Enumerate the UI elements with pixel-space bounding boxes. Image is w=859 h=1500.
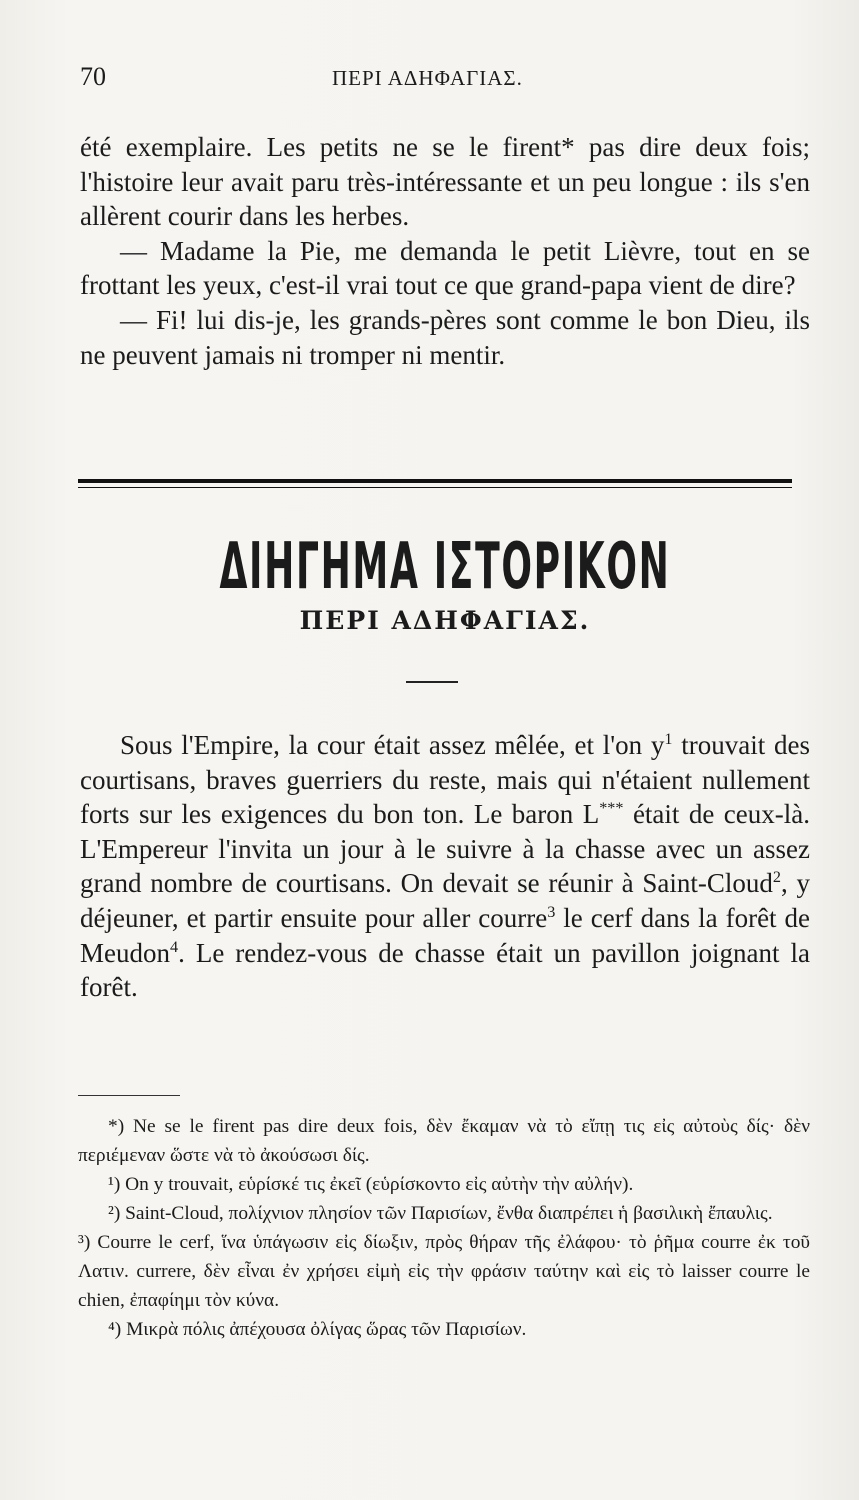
section-subtitle: ΠΕΡΙ ΑΔΗΦΑΓΙΑΣ. (299, 606, 591, 635)
running-title: ΠΕΡΙ ΑΔΗΦΑΓΙΑΣ. (332, 66, 523, 90)
section-divider (78, 479, 792, 488)
footnote-marker: 3 (547, 902, 556, 921)
footnotes (78, 1112, 810, 1344)
text-run: trouvait des courtisans, braves guerriers du reste, mais qui n'étaient nullement forts sur les exigences du bon ton. Le baron L (80, 730, 810, 830)
page-number: 70 (80, 62, 106, 91)
footnote: *) Ne se le firent pas dire deux fois, δὲν ἔκαμαν νὰ τὸ εἴπῃ τις εἰς αὐτοὺς δίς· δὲν περιέμεναν ὥστε νὰ τὸ ἀκούσωσι δίς. (78, 1116, 810, 1166)
footnote: ³) Courre le cerf, ἵνα ὑπάγωσιν εἰς δίωξιν, πρὸς θήραν τῆς ἐλάφου· τὸ ῥῆμα courre ἐκ τοῦ Λατιν. currere, δὲν εἶναι ἐν χρήσει εἰμὴ εἰς τὴν φράσιν ταύτην καὶ εἰς τὸ laisser courre le chien, ἐπαφίημι τὸν κύνα. (78, 1232, 810, 1311)
text-run: Sous l'Empire, la cour était assez mêlée, et l'on y (120, 730, 665, 760)
title-rule (406, 681, 458, 683)
text-run: le cerf dans la forêt de Meudon (80, 902, 810, 968)
footnote-marker: 4 (170, 937, 179, 956)
text-run: était de ceux-là. L'Empereur l'invita un jour à le suivre à la chasse avec un assez grand nombre de courtisans. On devait se réunir à Saint-Cloud (80, 799, 810, 899)
footnote: ⁴) Μικρὰ πόλις ἀπέχουσα ὀλίγας ὥρας τῶν Παρισίων. (108, 1319, 527, 1340)
footnote-marker: 1 (664, 730, 673, 748)
paragraph (80, 728, 810, 1005)
paragraph: — Madame la Pie, me demanda le petit Lièvre, tout en se frottant les yeux, c'est-il vrai tout ce que grand-papa vient de dire? (80, 235, 810, 301)
text-run: , y déjeuner, et partir ensuite pour aller courre (80, 868, 810, 933)
footnote-marker: 2 (772, 868, 781, 887)
footnote: ¹) On y trouvait, εὑρίσκέ τις ἐκεῖ (εὑρίσκοντο εἰς αὐτὴν τὴν αὐλήν). (108, 1174, 634, 1195)
page-header (80, 62, 810, 102)
story-body (80, 728, 810, 1005)
section-title: ΔΙΗΓΗΜΑ ΙΣΤΟΡΙΚΟΝ (219, 530, 671, 604)
previous-story-ending (80, 130, 810, 372)
footnote: ²) Saint-Cloud, πολίχνιον πλησίον τῶν Παρισίων, ἔνθα διαπρέπει ἡ βασιλικὴ ἔπαυλις. (108, 1203, 773, 1224)
text-run: . Le rendez-vous de chasse était un pavillon joignant la forêt. (80, 937, 810, 1003)
footnote-divider (78, 1095, 180, 1096)
paragraph: — Fi! lui dis-je, les grands-pères sont comme le bon Dieu, ils ne peuvent jamais ni tromper ni mentir. (80, 304, 810, 370)
paragraph: été exemplaire. Les petits ne se le firent* pas dire deux fois; l'histoire leur avait paru très-intéressante et un peu longue : ils s'en allèrent courir dans les herbes. (80, 132, 810, 232)
footnote-marker: *** (599, 799, 624, 818)
